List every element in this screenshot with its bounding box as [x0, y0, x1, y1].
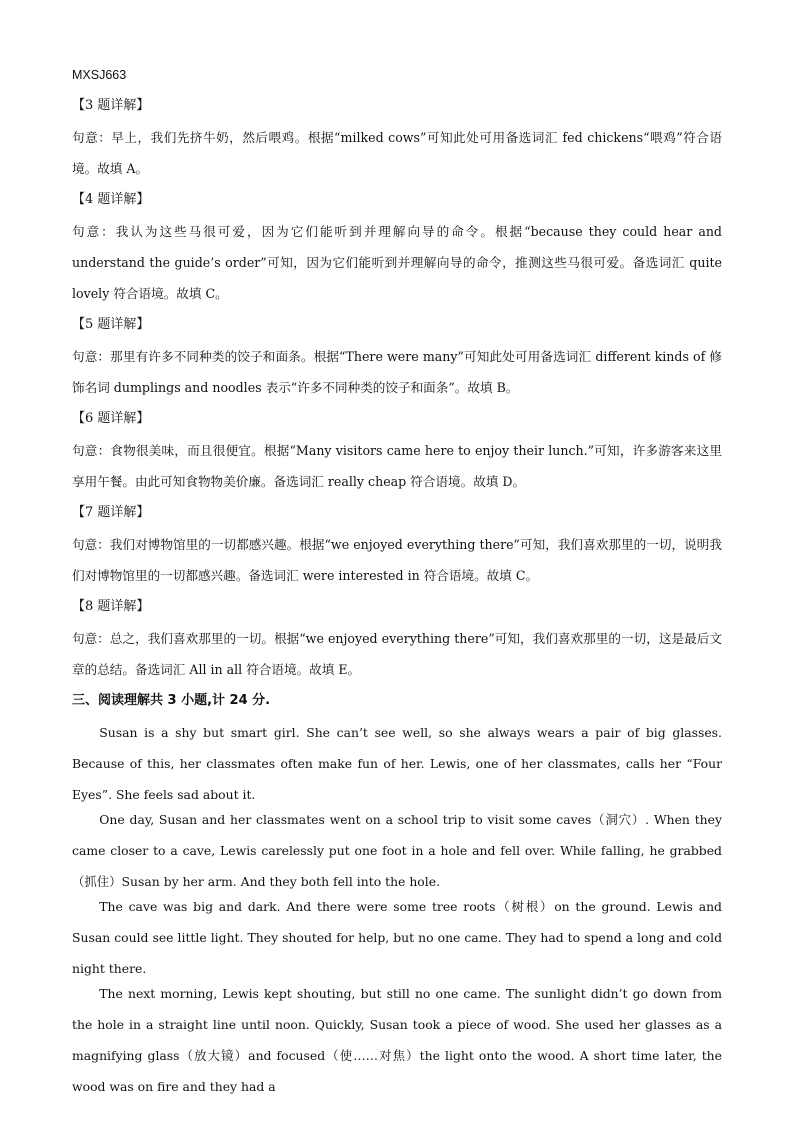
explanation-heading: 【3 题详解】 [72, 98, 150, 113]
explanation-block-8 [72, 598, 722, 685]
explanation-block-5 [72, 316, 722, 403]
explanation-block-7 [72, 504, 722, 591]
explanation-heading: 【7 题详解】 [72, 505, 150, 520]
passage-paragraph: The next morning, Lewis kept shouting, but still no one came. The sunlight didn’t go down from the hole in a straight line until noon. Quickly, Susan took a piece of wood. She used her glasses as a magnifying glass（放大镜）and focused（使……对焦）the light onto the wood. A short time later, the wood was on fire and they had a [72, 986, 722, 1094]
explanation-heading: 【4 题详解】 [72, 192, 150, 207]
reading-passage [72, 717, 722, 1102]
explanation-text: 句意：早上，我们先挤牛奶，然后喂鸡。根据“milked cows”可知此处可用备选词汇 fed chickens“喂鸡”符合语境。故填 A。 [72, 130, 722, 176]
explanation-text: 句意：那里有许多不同种类的饺子和面条。根据“There were many”可知此处可用备选词汇 different kinds of 修饰名词 dumplings and noodles 表示“许多不同种类的饺子和面条”。故填 B。 [72, 349, 722, 395]
section-title: 三、阅读理解共 3 小题,计 24 分. [72, 693, 271, 708]
explanation-text: 句意：我们对博物馆里的一切都感兴趣。根据“we enjoyed everything there”可知，我们喜欢那里的一切，说明我们对博物馆里的一切都感兴趣。备选词汇 were interested in 符合语境。故填 C。 [72, 537, 722, 583]
passage-paragraph: One day, Susan and her classmates went on a school trip to visit some caves（洞穴）. When they came closer to a cave, Lewis carelessly put one foot in a hole and fell over. While falling, he grabbed（抓住）Susan by her arm. And they both fell into the hole. [72, 812, 722, 889]
passage-paragraph: The cave was big and dark. And there were some tree roots（树根）on the ground. Lewis and Susan could see little light. They shouted for help, but no one came. They had to spend a long and cold night there. [72, 899, 722, 976]
explanation-text: 句意：我认为这些马很可爱，因为它们能听到并理解向导的命令。根据“because they could hear and understand the guide’s order”可知，因为它们能听到并理解向导的命令，推测这些马很可爱。备选词汇 quite lovely 符合语境。故填 C。 [72, 224, 722, 301]
explanation-block-6 [72, 410, 722, 497]
explanation-block-4 [72, 191, 722, 309]
document-code: MXSJ663 [72, 68, 127, 82]
explanation-heading: 【8 题详解】 [72, 599, 150, 614]
explanation-heading: 【6 题详解】 [72, 411, 150, 426]
explanation-text: 句意：食物很美味，而且很便宜。根据“Many visitors came here to enjoy their lunch.”可知，许多游客来这里享用午餐。由此可知食物物美价廉。备选词汇 really cheap 符合语境。故填 D。 [72, 443, 722, 489]
explanation-heading: 【5 题详解】 [72, 317, 150, 332]
explanation-block-3 [72, 97, 722, 184]
passage-paragraph: Susan is a shy but smart girl. She can’t see well, so she always wears a pair of big glasses. Because of this, her classmates often make fun of her. Lewis, one of her classmates, calls her “Four Eyes”. She feels sad about it. [72, 725, 722, 802]
explanation-text: 句意：总之，我们喜欢那里的一切。根据“we enjoyed everything there”可知，我们喜欢那里的一切，这是最后文章的总结。备选词汇 All in all 符合语境。故填 E。 [72, 631, 722, 677]
